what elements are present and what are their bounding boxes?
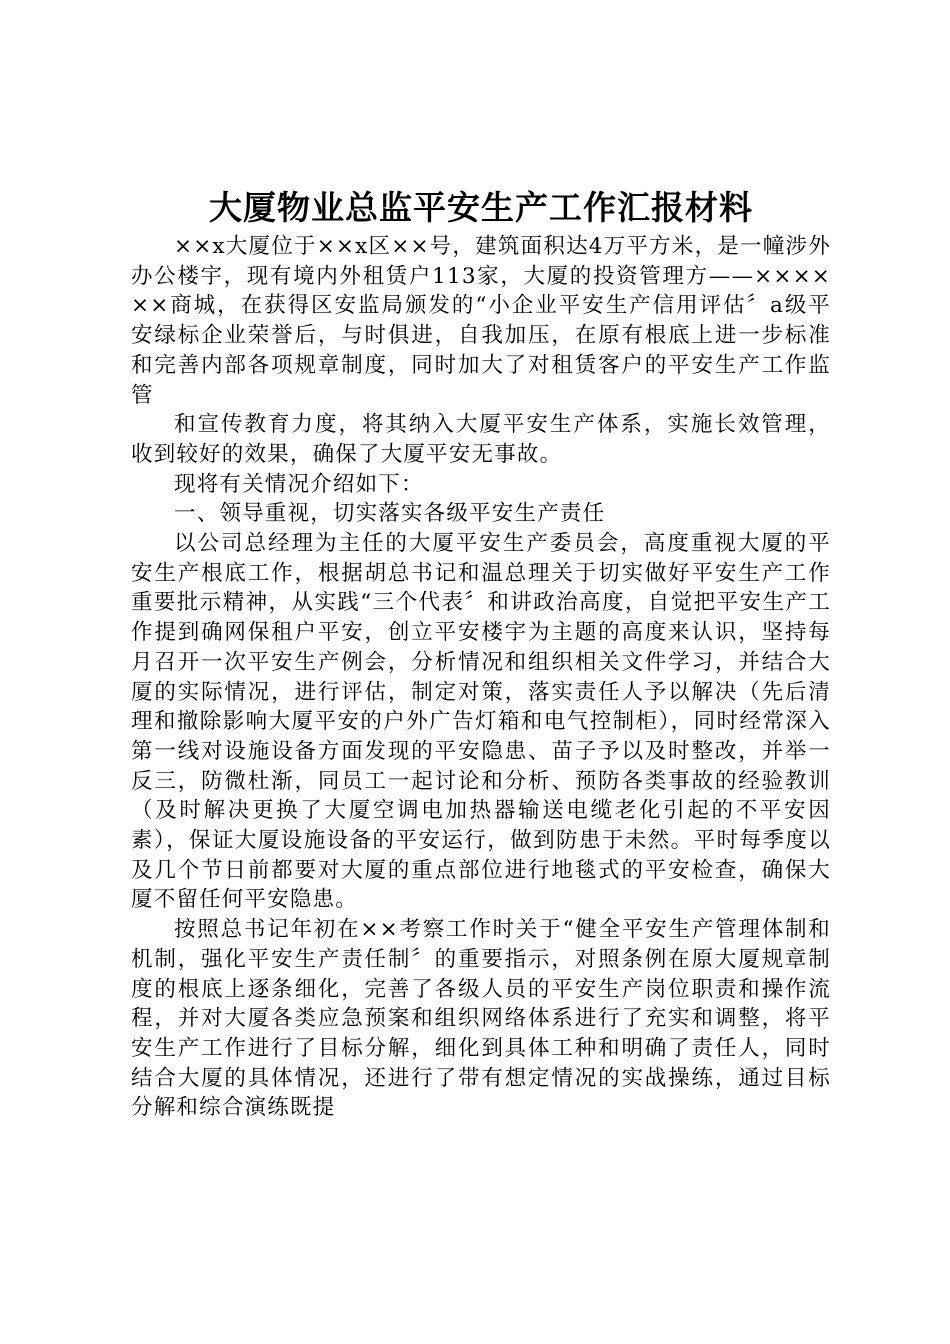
section-heading-1: 一、领导重视，切实落实各级平安生产责任	[174, 501, 606, 527]
document-page	[131, 186, 831, 1123]
paragraph-intro: ××x大厦位于××x区××号，建筑面积达4万平方米，是一幢涉外办公楼宇，现有境内外租赁户113家，大厦的投资管理方——××××××商城，在获得区安监局颁发的“小企业平安生产信用评估〞a级平安绿标企业荣誉后，与时俱进，自我加压，在原有根底上进一步标准和完善内部各项规章制度，同时加大了对租赁客户的平安生产工作监管	[131, 234, 831, 408]
paragraph-transition: 现将有关情况介绍如下：	[174, 471, 424, 497]
paragraph-responsibility: 按照总书记年初在××考察工作时关于“健全平安生产管理体制和机制，强化平安生产责任制〞的重要指示，对照条例在原大厦规章制度的根底上逐条细化，完善了各级人员的平安生产岗位职责和操作流程，并对大厦各类应急预案和组织网络体系进行了充实和调整，将平安生产工作进行了目标分解，细化到具体工种和明确了责任人，同时结合大厦的具体情况，还进行了带有想定情况的实战操练，通过目标分解和综合演练既提	[131, 917, 831, 1121]
document-title: 大厦物业总监平安生产工作汇报材料	[209, 188, 753, 227]
paragraph-leadership: 以公司总经理为主任的大厦平安生产委员会，高度重视大厦的平安生产根底工作，根据胡总书记和温总理关于切实做好平安生产工作重要批示精神，从实践“三个代表〞和讲政治高度，自觉把平安生产工作提到确网保租户平安，创立平安楼宇为主题的高度来认识，坚持每月召开一次平安生产例会，分析情况和组织相关文件学习，并结合大厦的实际情况，进行评估，制定对策，落实责任人予以解决（先后清理和撤除影响大厦平安的户外广告灯箱和电气控制柜），同时经常深入第一线对设施设备方面发现的平安隐患、苗子予以及时整改，并举一反三，防微杜渐，同员工一起讨论和分析、预防各类事故的经验教训（及时解决更换了大厦空调电加热器输送电缆老化引起的不平安因素），保证大厦设施设备的平安运行，做到防患于未然。平时每季度以及几个节日前都要对大厦的重点部位进行地毯式的平安检查，确保大厦不留任何平安隐患。	[131, 531, 831, 913]
paragraph-intro-continued: 和宣传教育力度，将其纳入大厦平安生产体系，实施长效管理，收到较好的效果，确保了大厦平安无事故。	[131, 412, 831, 467]
